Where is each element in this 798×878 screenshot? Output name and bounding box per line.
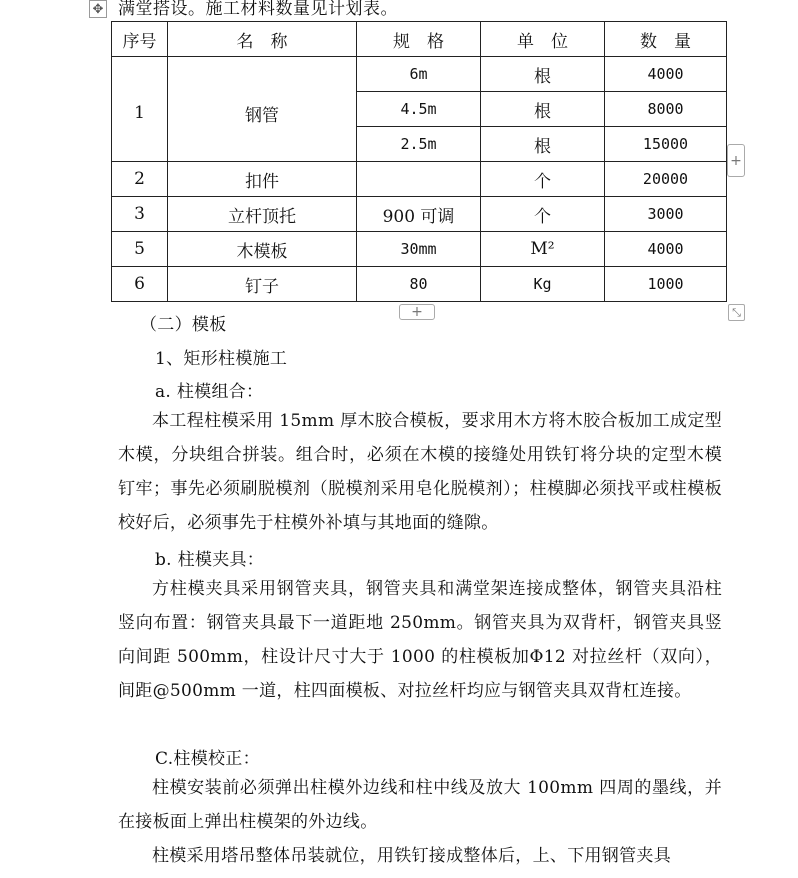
cell-qty: 20000 [605,162,727,197]
cell-spec: 80 [357,267,481,302]
cell-name: 扣件 [168,162,357,197]
cell-spec: 6m [357,57,481,92]
cell-spec: 4.5m [357,92,481,127]
table-row [112,267,727,302]
cell-spec: 2.5m [357,127,481,162]
heading-a: a. 柱模组合： [155,382,264,402]
header-cell-unit: 单 位 [481,22,605,57]
cell-spec: 900 可调 [357,197,481,232]
header-cell-no: 序号 [112,22,168,57]
materials-table [111,21,727,302]
cell-qty: 1000 [605,267,727,302]
cell-qty: 8000 [605,92,727,127]
cell-spec: 30mm [357,232,481,267]
subsection-title: 1、矩形柱模施工 [155,349,288,369]
header-cell-name: 名 称 [168,22,357,57]
cell-name: 钢管 [168,57,357,162]
paragraph-d: 柱模采用塔吊整体吊装就位，用铁钉接成整体后，上、下用钢管夹具 [152,846,671,866]
cell-qty: 4000 [605,57,727,92]
cell-unit: M² [481,232,605,267]
cell-no: 6 [112,267,168,302]
heading-c: C.柱模校正： [155,749,260,769]
move-icon[interactable]: ✥ [89,0,107,18]
cell-unit: 个 [481,197,605,232]
table-header-row [112,22,727,57]
section-title: （二）模板 [140,315,227,335]
cell-spec [357,162,481,197]
paragraph-b: 方柱模夹具采用钢管夹具，钢管夹具和满堂架连接成整体，钢管夹具沿柱竖向布置：钢管夹具最下一道距地 250mm。钢管夹具为双背杆，钢管夹具竖向间距 500mm，柱设计尺寸大于 1000 的柱模板加Φ12 对拉丝杆（双向），间距@500mm 一道，柱四面模板、对拉丝杆均应与钢管夹具双背杠连接。 [118,579,722,701]
table-row [112,57,727,92]
top-text: 满堂搭设。施工材料数量见计划表。 [118,0,398,19]
heading-b: b. 柱模夹具： [155,550,265,570]
cell-qty: 3000 [605,197,727,232]
cell-no: 2 [112,162,168,197]
cell-name: 木模板 [168,232,357,267]
cell-unit: 个 [481,162,605,197]
cell-no: 3 [112,197,168,232]
header-cell-qty: 数 量 [605,22,727,57]
header-cell-spec: 规 格 [357,22,481,57]
table-row [112,162,727,197]
cell-no: 1 [112,57,168,162]
cell-unit: 根 [481,57,605,92]
cell-unit: 根 [481,92,605,127]
cell-name: 立杆顶托 [168,197,357,232]
cell-qty: 4000 [605,232,727,267]
paragraph-c: 柱模安装前必须弹出柱模外边线和柱中线及放大 100mm 四周的墨线，并在接板面上弹出柱模架的外边线。 [118,778,722,832]
cell-qty: 15000 [605,127,727,162]
resize-icon[interactable]: ⤡ [728,304,745,321]
cell-no: 5 [112,232,168,267]
cell-unit: 根 [481,127,605,162]
table-row [112,232,727,267]
cell-unit: Kg [481,267,605,302]
table-row [112,197,727,232]
paragraph-a: 本工程柱模采用 15mm 厚木胶合模板，要求用木方将木胶合板加工成定型木模，分块组合拼装。组合时，必须在木模的接缝处用铁钉将分块的定型木模钉牢；事先必须刷脱模剂（脱模剂采用皂化脱模剂）；柱模脚必须找平或柱模板校好后，必须事先于柱模外补填与其地面的缝隙。 [118,411,722,533]
add-row-button[interactable]: + [399,304,435,320]
add-column-button[interactable]: + [727,144,745,177]
cell-name: 钉子 [168,267,357,302]
